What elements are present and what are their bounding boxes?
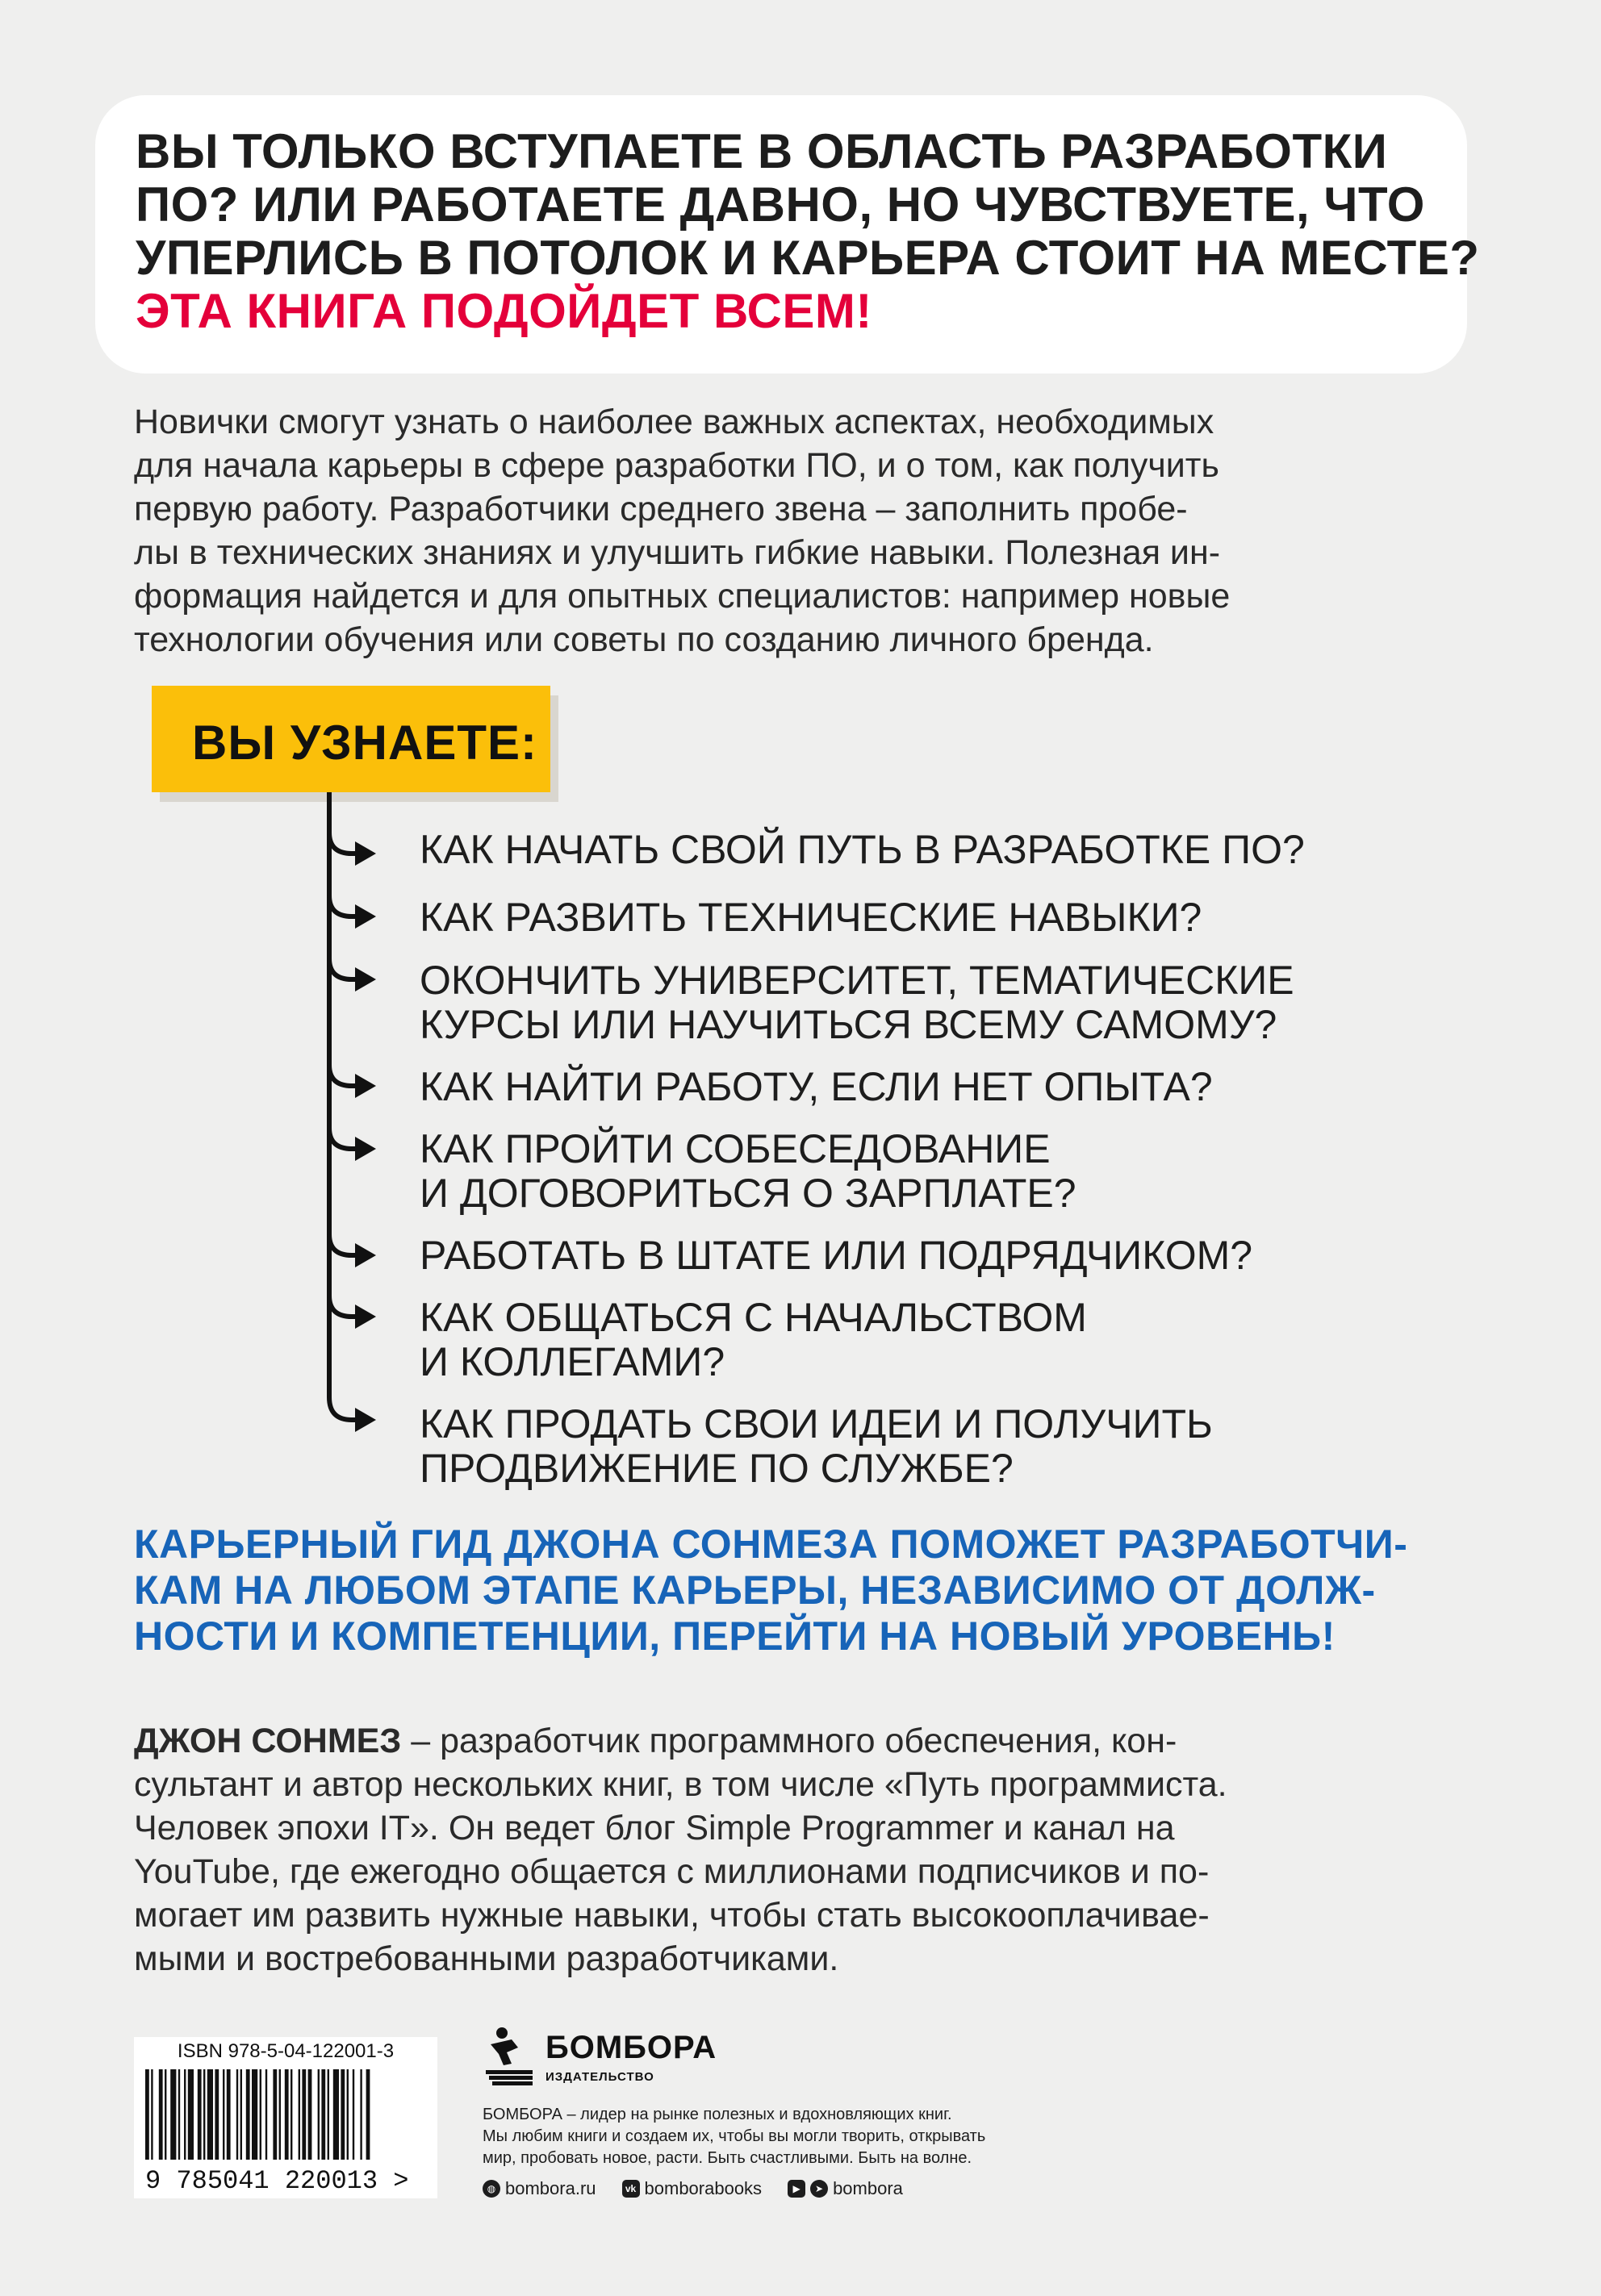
- callout-line: КАРЬЕРНЫЙ ГИД ДЖОНА СОНМЕЗА ПОМОЖЕТ РАЗРАБОТЧИ-: [134, 1522, 1408, 1567]
- barcode-bar: [299, 2069, 300, 2160]
- barcode-bar: [279, 2069, 281, 2160]
- isbn-barcode-box: [134, 2037, 437, 2198]
- social-link-video-telegram[interactable]: [788, 2178, 903, 2199]
- social-label: bomborabooks: [644, 2178, 763, 2198]
- barcode-digits: 9 785041 220013 >: [145, 2166, 409, 2196]
- globe-icon: ◍: [483, 2180, 500, 2198]
- list-item-line: КАК ОБЩАТЬСЯ С НАЧАЛЬСТВОМ: [420, 1295, 1087, 1340]
- callout-line: КАМ НА ЛЮБОМ ЭТАПЕ КАРЬЕРЫ, НЕЗАВИСИМО ОТ ДОЛЖ-: [134, 1568, 1376, 1613]
- publisher-socials: [483, 2178, 903, 2199]
- publisher-name: БОМБОРА: [546, 2030, 717, 2065]
- list-item: [420, 1065, 1213, 1109]
- list-item-line: КАК РАЗВИТЬ ТЕХНИЧЕСКИЕ НАВЫКИ?: [420, 895, 1202, 940]
- social-link-site[interactable]: [483, 2178, 596, 2199]
- arrowhead-icon: [355, 1305, 376, 1329]
- barcode-bar: [260, 2069, 261, 2160]
- arrowhead-icon: [355, 841, 376, 866]
- list-item-line: ОКОНЧИТЬ УНИВЕРСИТЕТ, ТЕМАТИЧЕСКИЕ: [420, 958, 1294, 1003]
- barcode-bar: [188, 2069, 194, 2160]
- author-line: YouTube, где ежегодно общается с миллионами подписчиков и по-: [134, 1852, 1210, 1891]
- barcode-bar: [236, 2069, 238, 2160]
- barcode-bar: [165, 2069, 166, 2160]
- list-item-line: КУРСЫ ИЛИ НАУЧИТЬСЯ ВСЕМУ САМОМУ?: [420, 1002, 1277, 1047]
- list-item: [420, 1234, 1252, 1278]
- lead-line: первую работу. Разработчики среднего звена – заполнить пробе-: [134, 490, 1188, 528]
- barcode-bar: [308, 2069, 312, 2160]
- author-bio: [134, 1719, 1490, 1981]
- list-item-line: ПРОДВИЖЕНИЕ ПО СЛУЖБЕ?: [420, 1446, 1014, 1491]
- barcode-bar: [246, 2069, 250, 2160]
- isbn-label: ISBN 978-5-04-122001-3: [177, 2040, 395, 2062]
- author-line: сультант и автор нескольких книг, в том числе «Путь программиста.: [134, 1765, 1227, 1804]
- list-item: [420, 1402, 1213, 1491]
- barcode-bar: [333, 2069, 339, 2160]
- list-item: [420, 895, 1202, 940]
- barcode-bar: [353, 2069, 354, 2160]
- tree-branch: [329, 1234, 358, 1255]
- author-first-rest: – разработчик программного обеспечения, кон-: [401, 1722, 1177, 1760]
- arrowhead-icon: [355, 1137, 376, 1161]
- barcode-bar: [321, 2069, 325, 2160]
- barcode-bar: [223, 2069, 224, 2160]
- barcode-bar: [227, 2069, 231, 2160]
- barcode-bar: [328, 2069, 329, 2160]
- vk-icon: vk: [622, 2180, 640, 2198]
- tree-branch: [329, 833, 358, 854]
- publisher-desc-line: Мы любим книги и создаем их, чтобы вы могли творить, открывать: [483, 2127, 986, 2145]
- lead-line: технологии обучения или советы по созданию личного бренда.: [134, 620, 1154, 659]
- barcode-bar: [203, 2069, 205, 2160]
- barcode-bar: [360, 2069, 362, 2160]
- barcode-bar: [215, 2069, 219, 2160]
- barcode-bar: [159, 2069, 163, 2160]
- barcode-bar: [145, 2069, 149, 2160]
- tree-branch: [329, 1296, 358, 1317]
- list-item: [420, 828, 1305, 872]
- tree-branch: [329, 1128, 358, 1149]
- barcode-bar: [240, 2069, 242, 2160]
- barcode-bar: [318, 2069, 320, 2160]
- barcode-bar: [151, 2069, 153, 2160]
- learn-heading: ВЫ УЗНАЕТЕ:: [192, 716, 537, 770]
- intro-line: ПО? ИЛИ РАБОТАЕТЕ ДАВНО, НО ЧУВСТВУЕТЕ, ЧТО: [136, 177, 1425, 232]
- arrowhead-icon: [355, 904, 376, 929]
- arrowhead-icon: [355, 967, 376, 991]
- list-item: [420, 1127, 1076, 1216]
- barcode-bar: [302, 2069, 306, 2160]
- list-item: [420, 1296, 1087, 1384]
- tree-branch: [329, 895, 358, 916]
- list-item-line: И ДОГОВОРИТЬСЯ О ЗАРПЛАТЕ?: [420, 1171, 1076, 1216]
- barcode-bar: [347, 2069, 349, 2160]
- tree-trunk: [329, 792, 358, 1420]
- social-label: bombora: [833, 2178, 903, 2198]
- arrowhead-icon: [355, 1074, 376, 1098]
- tree-branch: [329, 958, 358, 979]
- barcode-bar: [265, 2069, 267, 2160]
- list-item-line: КАК НАЧАТЬ СВОЙ ПУТЬ В РАЗРАБОТКЕ ПО?: [420, 827, 1305, 872]
- list-item: [420, 958, 1294, 1047]
- barcode-bar: [184, 2069, 186, 2160]
- publisher-sub: ИЗДАТЕЛЬСТВО: [546, 2070, 654, 2084]
- author-line: мыми и востребованными разработчиками.: [134, 1939, 839, 1978]
- lead-line: лы в технических знаниях и улучшить гибкие навыки. Полезная ин-: [134, 533, 1221, 572]
- list-item-line: КАК ПРОДАТЬ СВОИ ИДЕИ И ПОЛУЧИТЬ: [420, 1401, 1213, 1446]
- callout-line: НОСТИ И КОМПЕТЕНЦИИ, ПЕРЕЙТИ НА НОВЫЙ УРОВЕНЬ!: [134, 1613, 1336, 1659]
- publisher-desc-line: БОМБОРА – лидер на рынке полезных и вдохновляющих книг.: [483, 2106, 952, 2123]
- arrowhead-icon: [355, 1408, 376, 1432]
- barcode-bar: [273, 2069, 277, 2160]
- lead-line: формация найдется и для опытных специалистов: например новые: [134, 577, 1231, 616]
- list-item-line: КАК ПРОЙТИ СОБЕСЕДОВАНИЕ: [420, 1126, 1051, 1171]
- lead-line: для начала карьеры в сфере разработки ПО, и о том, как получить: [134, 446, 1219, 485]
- social-label: bombora.ru: [505, 2178, 596, 2198]
- intro-line: УПЕРЛИСЬ В ПОТОЛОК И КАРЬЕРА СТОИТ НА МЕСТЕ?: [136, 231, 1480, 285]
- author-line: Человек эпохи IT». Он ведет блог Simple Programmer и канал на: [134, 1809, 1175, 1847]
- intro-line: ВЫ ТОЛЬКО ВСТУПАЕТЕ В ОБЛАСТЬ РАЗРАБОТКИ: [136, 124, 1388, 178]
- telegram-icon: ➤: [810, 2180, 828, 2198]
- publisher-desc-line: мир, пробовать новое, расти. Быть счастливыми. Быть на волне.: [483, 2149, 972, 2167]
- barcode-icon: [145, 2069, 428, 2165]
- barcode-bar: [207, 2069, 213, 2160]
- barcode-bar: [285, 2069, 289, 2160]
- list-item-line: РАБОТАТЬ В ШТАТЕ ИЛИ ПОДРЯДЧИКОМ?: [420, 1233, 1253, 1278]
- barcode-bar: [178, 2069, 180, 2160]
- social-link-vk[interactable]: [622, 2178, 763, 2199]
- callout-blue: [134, 1522, 1490, 1659]
- lead-line: Новички смогут узнать о наиболее важных аспектах, необходимых: [134, 403, 1214, 441]
- intro-accent: ЭТА КНИГА ПОДОЙДЕТ ВСЕМ!: [136, 284, 872, 338]
- author-line: могает им развить нужные навыки, чтобы стать высокооплачивае-: [134, 1896, 1210, 1935]
- youtube-icon: ▶: [788, 2180, 805, 2198]
- barcode-bar: [341, 2069, 345, 2160]
- author-line: [134, 1719, 1490, 1763]
- barcode-bar: [366, 2069, 370, 2160]
- author-name: ДЖОН СОНМЕЗ: [134, 1722, 402, 1760]
- arrowhead-icon: [355, 1243, 376, 1267]
- publisher-description: [483, 2104, 1096, 2169]
- list-item-line: И КОЛЛЕГАМИ?: [420, 1339, 725, 1384]
- barcode-bar: [291, 2069, 292, 2160]
- barcode-bar: [170, 2069, 176, 2160]
- barcode-bar: [252, 2069, 257, 2160]
- bombora-logo-icon: [483, 2025, 544, 2089]
- list-item-line: КАК НАЙТИ РАБОТУ, ЕСЛИ НЕТ ОПЫТА?: [420, 1064, 1213, 1109]
- barcode-bar: [198, 2069, 202, 2160]
- tree-branch: [329, 1065, 358, 1086]
